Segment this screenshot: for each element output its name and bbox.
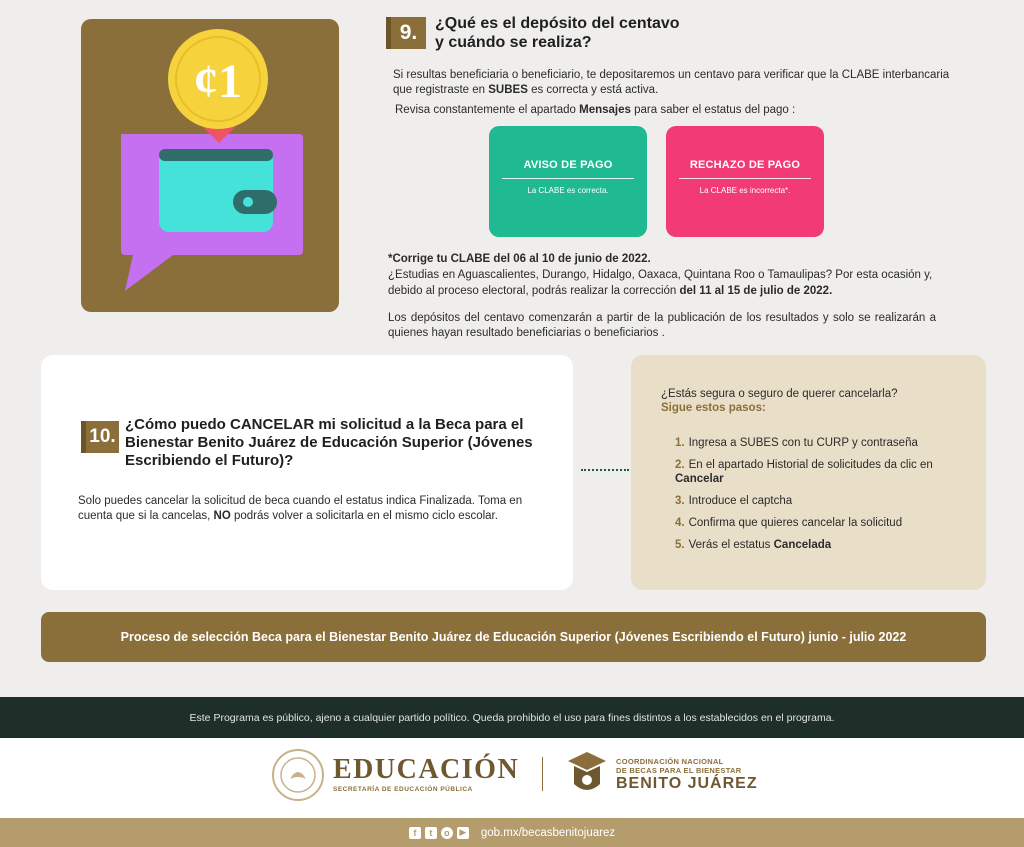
- list-item: 3. Introduce el captcha: [675, 495, 793, 507]
- list-item: 5. Verás el estatus Cancelada: [675, 539, 832, 551]
- footer-disclaimer: Este Programa es público, ajeno a cualquier partido político. Queda prohibido el uso para fines distintos a los establecidos en el programa.: [0, 697, 1024, 738]
- section-9-paragraph-4: Los depósitos del centavo comenzarán a partir de la publicación de los resultados y solo se realizarán a quienes hayan resultado beneficiarias o beneficiarios .: [388, 312, 936, 339]
- aviso-de-pago-card: [489, 126, 647, 237]
- aviso-de-pago-subtitle: La CLABE es correcta.: [527, 186, 609, 195]
- section-10-paragraph: Solo puedes cancelar la solicitud de beca cuando el estatus indica Finalizada. Toma en cuenta que si la cancelas, NO podrás volver a solicitarla en el mismo ciclo escolar.: [78, 495, 523, 522]
- educacion-logo-text: EDUCACIÓN: [333, 754, 520, 785]
- section-9-number: 9.: [386, 17, 426, 49]
- process-banner: Proceso de selección Beca para el Bienestar Benito Juárez de Educación Superior (Jóvenes Escribiendo el Futuro) junio - julio 2022: [41, 612, 986, 662]
- benito-juarez-text: BENITO JUÁREZ: [616, 775, 758, 792]
- facebook-icon[interactable]: f: [409, 827, 421, 839]
- wallet-clasp: [233, 190, 277, 214]
- dotted-connector: [581, 469, 629, 471]
- divider: [502, 178, 634, 179]
- rechazo-de-pago-card: [666, 126, 824, 237]
- becas-graduation-cap-icon: [566, 750, 608, 796]
- wallet-coin-illustration: [81, 19, 339, 312]
- centavo-illustration: [81, 19, 339, 312]
- section-9-paragraph-1: Si resultas beneficiaria o beneficiario, te depositaremos un centavo para verificar que la CLABE interbancaria que registraste en SUBES es correcta y está activa.: [393, 69, 950, 96]
- list-item: 4. Confirma que quieres cancelar la solicitud: [675, 517, 903, 529]
- rechazo-de-pago-title: RECHAZO DE PAGO: [689, 159, 801, 171]
- section-9-title: ¿Qué es el depósito del centavo y cuándo se realiza?: [435, 15, 680, 51]
- twitter-icon[interactable]: t: [425, 827, 437, 839]
- instagram-icon[interactable]: o: [441, 827, 453, 839]
- section-9-paragraph-2: Revisa constantemente el apartado Mensajes para saber el estatus del pago :: [395, 104, 796, 116]
- coordinacion-text: COORDINACIÓN NACIONAL DE BECAS PARA EL BIENESTAR: [616, 757, 742, 775]
- footer-social: [0, 818, 1024, 847]
- cancel-steps-list: [675, 436, 970, 560]
- divider: [679, 178, 811, 179]
- section-9-correction-note: *Corrige tu CLABE del 06 al 10 de junio de 2022. ¿Estudias en Aguascalientes, Durango, Hidalgo, Oaxaca, Quintana Roo o Tamaulipas? Por esta ocasión y, debido al proceso electoral, podrás realizar la corrección del 11 al 15 de julio de 2022.: [388, 253, 933, 297]
- website-link[interactable]: gob.mx/becasbenitojuarez: [480, 826, 616, 839]
- section-10-card: [41, 355, 573, 590]
- youtube-icon[interactable]: ▶: [457, 827, 469, 839]
- cancel-question: ¿Estás segura o seguro de querer cancelarla? Sigue estos pasos:: [661, 388, 898, 414]
- list-item: 1. Ingresa a SUBES con tu CURP y contraseña: [675, 437, 918, 449]
- section-10-number: 10.: [81, 421, 119, 453]
- list-item: 2. En el apartado Historial de solicitudes da clic en Cancelar: [675, 459, 933, 485]
- coin-label: ¢1: [194, 55, 242, 108]
- logo-divider: [542, 757, 543, 791]
- mexico-seal-icon: [272, 749, 324, 801]
- rechazo-de-pago-subtitle: La CLABE es incorrecta*.: [699, 186, 791, 195]
- aviso-de-pago-title: AVISO DE PAGO: [523, 159, 613, 171]
- sep-subtitle: SECRETARÍA DE EDUCACIÓN PÚBLICA: [333, 786, 473, 793]
- section-10-title: ¿Cómo puedo CANCELAR mi solicitud a la Beca para el Bienestar Benito Juárez de Educación Superior (Jóvenes Escribiendo el Futuro)?: [125, 416, 533, 469]
